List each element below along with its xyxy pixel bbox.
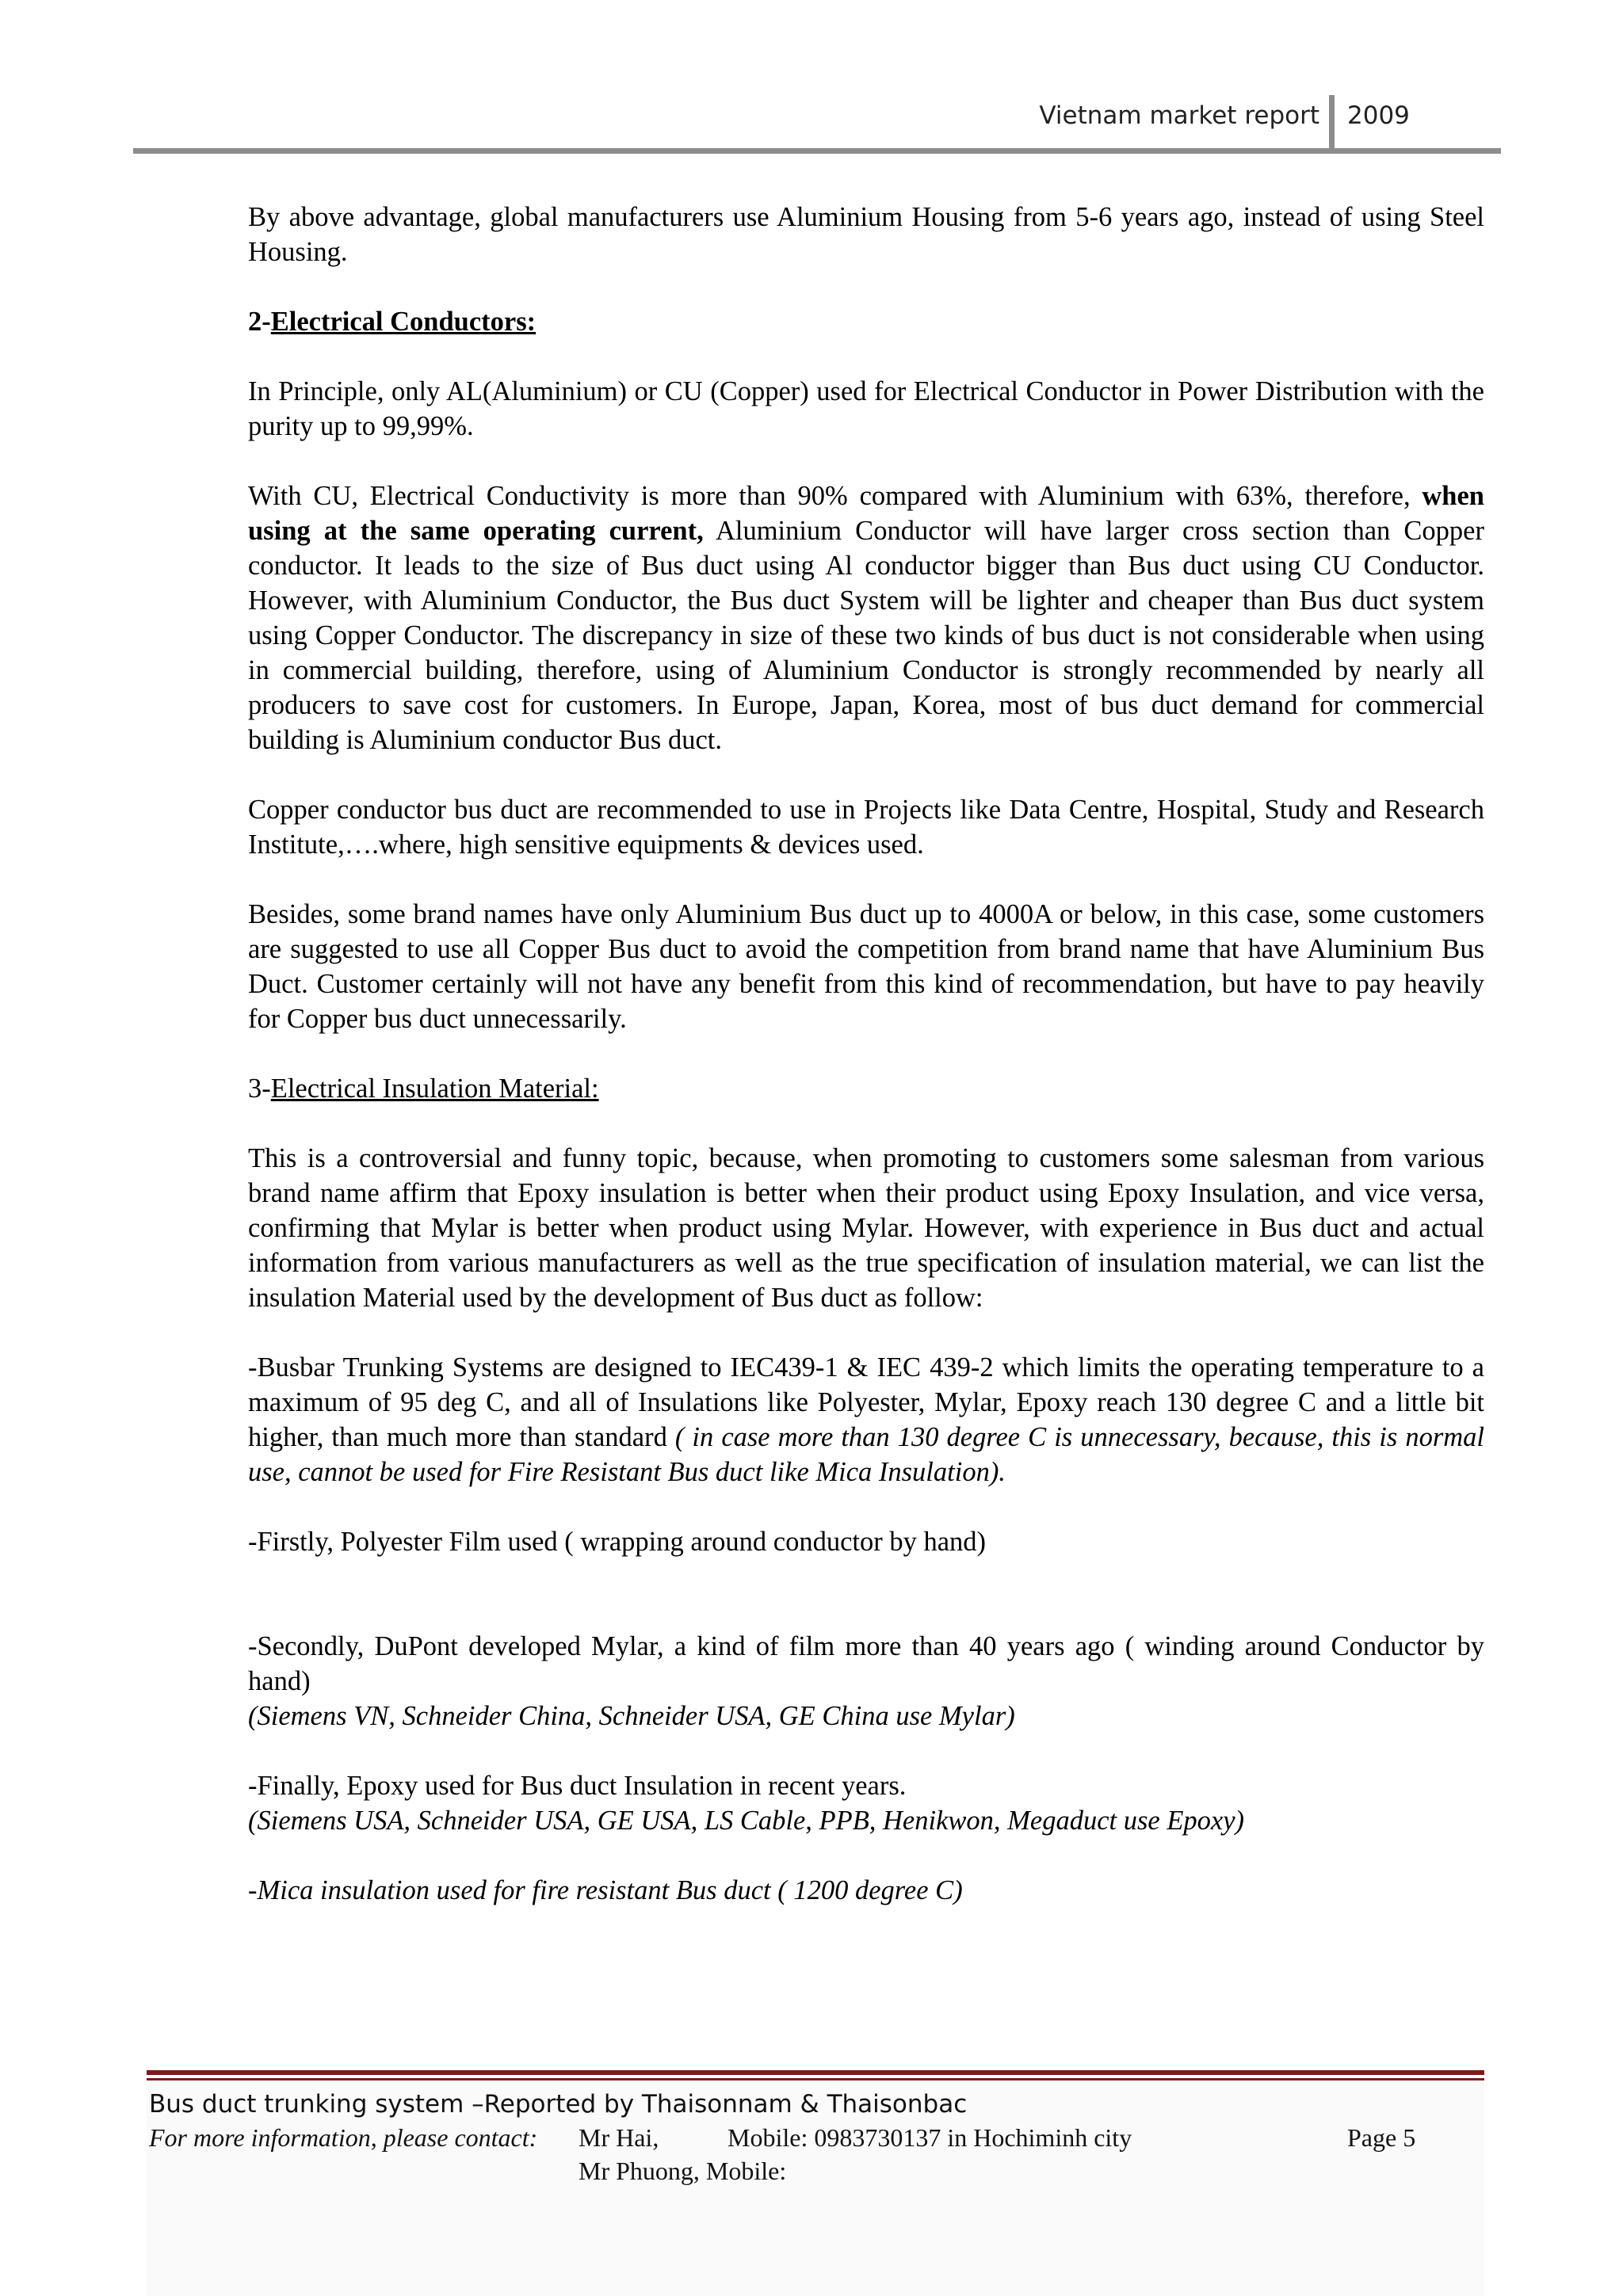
list-item-mica: -Mica insulation used for fire resistant Bus duct ( 1200 degree C) bbox=[248, 1875, 963, 1905]
paragraph-copper-recommendation: Copper conductor bus duct are recommended to use in Projects like Data Centre, Hospital, Study and Research Institute,….where, high sensitive equipments & devices used. bbox=[248, 795, 1484, 860]
footer-report-line: Bus duct trunking system –Reported by Thaisonnam & Thaisonbac bbox=[149, 2090, 968, 2119]
paragraph-insulation-topic: This is a controversial and funny topic, because, when promoting to customers some salesman from various brand name affirm that Epoxy insulation is better when their product using Epoxy Insulation, and vice versa, confirming that Mylar is better when product using Mylar. However, with experience in Bus duct and actual information from various manufacturers as well as the true specification of insulation material, we can list the insulation Material used by the development of Bus duct as follow: bbox=[248, 1143, 1484, 1313]
italic-note: ( in case more than 130 degree C is unnecessary, because, this is normal use, cannot be used for Fire Resistant Bus duct like Mica Insulation). bbox=[248, 1422, 1484, 1487]
list-item-epoxy: -Finally, Epoxy used for Bus duct Insulation in recent years. bbox=[248, 1771, 907, 1801]
section-number: 2- bbox=[248, 307, 271, 337]
paragraph-conductor-principle: In Principle, only AL(Aluminium) or CU (Copper) used for Electrical Conductor in Power Distribution with the purity up to 99,99%. bbox=[248, 376, 1484, 441]
header-rule bbox=[133, 148, 1501, 154]
footer-rule bbox=[147, 2070, 1484, 2075]
footer-contact-name-1: Mr Hai, bbox=[579, 2123, 659, 2152]
list-item-mylar-note: (Siemens VN, Schneider China, Schneider USA, GE China use Mylar) bbox=[248, 1701, 1015, 1731]
paragraph-conductivity bbox=[248, 479, 1484, 757]
bold-phrase: when using at the same operating current, bbox=[248, 481, 1484, 546]
header-separator bbox=[1329, 95, 1335, 151]
footer-contact-name-2: Mr Phuong, Mobile: bbox=[579, 2157, 787, 2185]
contact-label: For more information, please contact: bbox=[149, 2123, 538, 2152]
footer-contact-mobile-1: Mobile: 0983730137 in Hochiminh city bbox=[727, 2123, 1132, 2152]
footer-contact-label bbox=[149, 2123, 537, 2153]
document-body bbox=[248, 200, 1484, 1943]
paragraph-text: Aluminium Conductor will have larger cross section than Copper conductor. It leads to the size of Bus duct using Al conductor bigger than Bus duct using CU Conductor. However, with Aluminium Conductor, the Bus duct System will be lighter and cheaper than Bus duct system using Copper Conductor. The discrepancy in size of these two kinds of bus duct is not considerable when using in commercial building, therefore, using of Aluminium Conductor is strongly recommended by nearly all producers to save cost for customers. In Europe, Japan, Korea, most of bus duct demand for commercial building is Aluminium conductor Bus duct. bbox=[248, 516, 1484, 755]
list-item-polyester: -Firstly, Polyester Film used ( wrapping around conductor by hand) bbox=[248, 1527, 987, 1557]
list-item-epoxy-note: (Siemens USA, Schneider USA, GE USA, LS Cable, PPB, Henikwon, Megaduct use Epoxy) bbox=[248, 1806, 1245, 1836]
paragraph-text: -Busbar Trunking Systems are designed to IEC439-1 & IEC 439-2 which limits the operating temperature to a maximum of 95 deg C, and all of Insulations like Polyester, Mylar, Epoxy reach 130 degree C and a little bit higher, than much more than standard bbox=[248, 1352, 1484, 1452]
section-heading-electrical-conductors bbox=[248, 304, 1484, 339]
paragraph-aluminium-housing: By above advantage, global manufacturers use Aluminium Housing from 5-6 years ago, instead of using Steel Housing. bbox=[248, 202, 1484, 267]
header-title: Vietnam market report bbox=[1039, 101, 1319, 130]
paragraph-text: With CU, Electrical Conductivity is more than 90% compared with Aluminium with 63%, therefore, bbox=[248, 481, 1423, 511]
page-number: Page 5 bbox=[1347, 2123, 1416, 2152]
footer-rule-thin bbox=[147, 2078, 1484, 2081]
header-year: 2009 bbox=[1347, 101, 1410, 130]
list-item-mylar: -Secondly, DuPont developed Mylar, a kind of film more than 40 years ago ( winding around Conductor by hand) bbox=[248, 1631, 1484, 1696]
section-heading-insulation-material bbox=[248, 1071, 1484, 1106]
section-number: 3- bbox=[248, 1074, 271, 1104]
section-title: Electrical Insulation Material: bbox=[270, 1074, 599, 1104]
paragraph-brand-names: Besides, some brand names have only Aluminium Bus duct up to 4000A or below, in this case, some customers are suggested to use all Copper Bus duct to avoid the competition from brand name that have Aluminium Bus Duct. Customer certainly will not have any benefit from this kind of recommendation, but have to pay heavily for Copper bus duct unnecessarily. bbox=[248, 899, 1484, 1034]
section-title: Electrical Conductors: bbox=[270, 307, 537, 337]
paragraph-iec-standards bbox=[248, 1350, 1484, 1489]
